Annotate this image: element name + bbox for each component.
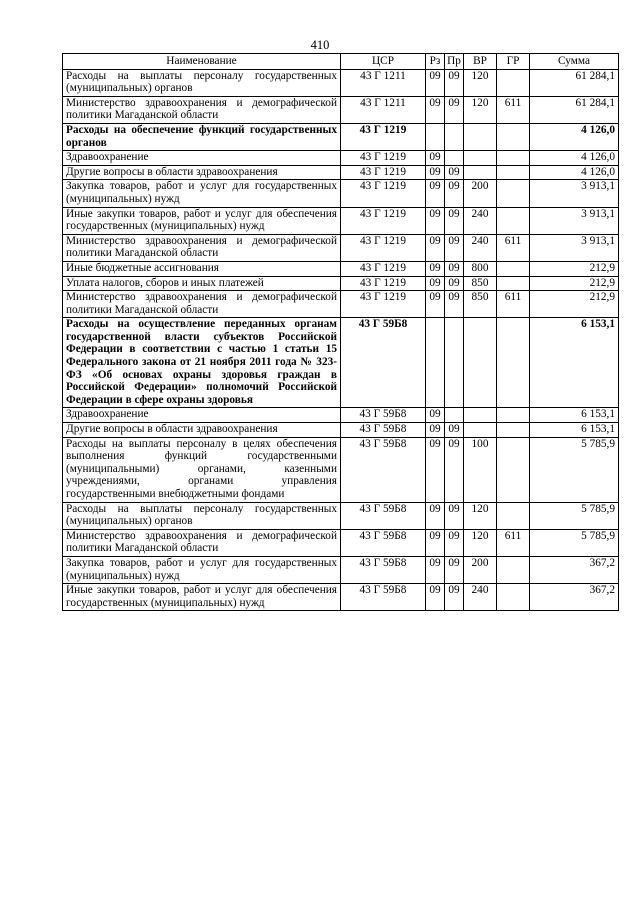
table-row — [63, 276, 619, 291]
cell-csr: 43 Г 1219 — [341, 165, 426, 180]
cell-vr: 240 — [464, 234, 497, 261]
cell-csr: 43 Г 59Б8 — [341, 318, 426, 408]
cell-vr: 240 — [464, 207, 497, 234]
cell-vr: 850 — [464, 276, 497, 291]
cell-name: Расходы на выплаты персоналу в целях обеспечения выполнения функций государственными (муниципальными) органами, казенными учреждениями, органами управления государственными внебюджетными фондами — [63, 437, 341, 502]
cell-pr: 09 — [445, 584, 464, 611]
cell-csr: 43 Г 1211 — [341, 96, 426, 123]
cell-vr: 120 — [464, 96, 497, 123]
cell-csr: 43 Г 1219 — [341, 207, 426, 234]
budget-table — [62, 53, 619, 611]
cell-sum: 4 126,0 — [530, 123, 619, 150]
table-row — [63, 261, 619, 276]
cell-gr — [497, 408, 530, 423]
cell-name: Расходы на обеспечение функций государственных органов — [63, 123, 341, 150]
column-header-sum: Сумма — [530, 54, 619, 70]
cell-rz — [426, 318, 445, 408]
cell-csr: 43 Г 59Б8 — [341, 423, 426, 438]
column-header-pr: Пр — [445, 54, 464, 70]
cell-gr — [497, 502, 530, 529]
cell-csr: 43 Г 59Б8 — [341, 408, 426, 423]
cell-name: Министерство здравоохранения и демографической политики Магаданской области — [63, 96, 341, 123]
cell-vr — [464, 165, 497, 180]
cell-name: Закупка товаров, работ и услуг для государственных (муниципальных) нужд — [63, 556, 341, 583]
cell-gr — [497, 437, 530, 502]
cell-rz: 09 — [426, 437, 445, 502]
cell-csr: 43 Г 1211 — [341, 69, 426, 96]
cell-sum: 61 284,1 — [530, 69, 619, 96]
cell-gr: 611 — [497, 234, 530, 261]
column-header-name: Наименование — [63, 54, 341, 70]
table-row — [63, 423, 619, 438]
cell-csr: 43 Г 1219 — [341, 180, 426, 207]
cell-vr — [464, 423, 497, 438]
cell-sum: 212,9 — [530, 261, 619, 276]
cell-csr: 43 Г 1219 — [341, 291, 426, 318]
cell-name: Другие вопросы в области здравоохранения — [63, 423, 341, 438]
cell-sum: 3 913,1 — [530, 234, 619, 261]
cell-rz: 09 — [426, 502, 445, 529]
cell-vr: 200 — [464, 556, 497, 583]
cell-sum: 4 126,0 — [530, 165, 619, 180]
column-header-gr: ГР — [497, 54, 530, 70]
cell-rz: 09 — [426, 408, 445, 423]
cell-pr — [445, 151, 464, 166]
table-row — [63, 234, 619, 261]
cell-csr: 43 Г 1219 — [341, 261, 426, 276]
table-row — [63, 165, 619, 180]
cell-vr: 120 — [464, 529, 497, 556]
cell-vr: 800 — [464, 261, 497, 276]
cell-name: Министерство здравоохранения и демографической политики Магаданской области — [63, 291, 341, 318]
cell-vr — [464, 123, 497, 150]
cell-vr — [464, 151, 497, 166]
column-header-rz: Рз — [426, 54, 445, 70]
cell-vr: 120 — [464, 69, 497, 96]
cell-gr — [497, 180, 530, 207]
cell-rz: 09 — [426, 69, 445, 96]
cell-name: Расходы на выплаты персоналу государственных (муниципальных) органов — [63, 69, 341, 96]
cell-csr: 43 Г 59Б8 — [341, 437, 426, 502]
cell-rz: 09 — [426, 234, 445, 261]
cell-pr: 09 — [445, 291, 464, 318]
table-body — [63, 69, 619, 611]
cell-sum: 5 785,9 — [530, 502, 619, 529]
cell-gr — [497, 123, 530, 150]
cell-sum: 5 785,9 — [530, 437, 619, 502]
cell-pr — [445, 318, 464, 408]
table-row — [63, 123, 619, 150]
cell-rz: 09 — [426, 96, 445, 123]
cell-name: Расходы на выплаты персоналу государственных (муниципальных) органов — [63, 502, 341, 529]
cell-rz: 09 — [426, 165, 445, 180]
cell-sum: 367,2 — [530, 556, 619, 583]
cell-gr — [497, 423, 530, 438]
cell-csr: 43 Г 1219 — [341, 234, 426, 261]
cell-sum: 3 913,1 — [530, 207, 619, 234]
cell-vr — [464, 318, 497, 408]
cell-rz: 09 — [426, 207, 445, 234]
cell-pr: 09 — [445, 276, 464, 291]
table-row — [63, 151, 619, 166]
cell-rz: 09 — [426, 291, 445, 318]
cell-gr — [497, 276, 530, 291]
table-row — [63, 556, 619, 583]
cell-pr: 09 — [445, 69, 464, 96]
cell-name: Иные закупки товаров, работ и услуг для обеспечения государственных (муниципальных) нужд — [63, 207, 341, 234]
cell-name: Здравоохранение — [63, 151, 341, 166]
cell-pr: 09 — [445, 165, 464, 180]
cell-sum: 3 913,1 — [530, 180, 619, 207]
cell-name: Иные закупки товаров, работ и услуг для обеспечения государственных (муниципальных) нужд — [63, 584, 341, 611]
table-row — [63, 408, 619, 423]
cell-gr — [497, 207, 530, 234]
cell-csr: 43 Г 1219 — [341, 151, 426, 166]
cell-gr — [497, 261, 530, 276]
cell-pr: 09 — [445, 529, 464, 556]
cell-pr — [445, 408, 464, 423]
cell-rz: 09 — [426, 151, 445, 166]
cell-name: Другие вопросы в области здравоохранения — [63, 165, 341, 180]
cell-sum: 61 284,1 — [530, 96, 619, 123]
cell-sum: 212,9 — [530, 291, 619, 318]
cell-gr — [497, 584, 530, 611]
cell-sum: 6 153,1 — [530, 423, 619, 438]
cell-rz: 09 — [426, 261, 445, 276]
column-header-vr: ВР — [464, 54, 497, 70]
cell-rz: 09 — [426, 556, 445, 583]
cell-rz — [426, 123, 445, 150]
cell-pr: 09 — [445, 207, 464, 234]
cell-csr: 43 Г 1219 — [341, 123, 426, 150]
cell-pr: 09 — [445, 96, 464, 123]
cell-vr: 240 — [464, 584, 497, 611]
table-row — [63, 180, 619, 207]
cell-csr: 43 Г 59Б8 — [341, 529, 426, 556]
cell-pr: 09 — [445, 502, 464, 529]
table-header-row — [63, 54, 619, 70]
cell-name: Закупка товаров, работ и услуг для государственных (муниципальных) нужд — [63, 180, 341, 207]
table-row — [63, 291, 619, 318]
cell-csr: 43 Г 59Б8 — [341, 556, 426, 583]
table-row — [63, 318, 619, 408]
cell-gr — [497, 165, 530, 180]
cell-name: Министерство здравоохранения и демографической политики Магаданской области — [63, 529, 341, 556]
cell-pr: 09 — [445, 423, 464, 438]
cell-sum: 5 785,9 — [530, 529, 619, 556]
cell-gr: 611 — [497, 96, 530, 123]
cell-rz: 09 — [426, 529, 445, 556]
cell-sum: 212,9 — [530, 276, 619, 291]
cell-sum: 6 153,1 — [530, 408, 619, 423]
cell-name: Иные бюджетные ассигнования — [63, 261, 341, 276]
cell-vr: 850 — [464, 291, 497, 318]
cell-vr — [464, 408, 497, 423]
cell-pr: 09 — [445, 437, 464, 502]
cell-pr: 09 — [445, 234, 464, 261]
cell-sum: 367,2 — [530, 584, 619, 611]
table-row — [63, 69, 619, 96]
cell-gr: 611 — [497, 291, 530, 318]
cell-rz: 09 — [426, 584, 445, 611]
cell-name: Министерство здравоохранения и демографической политики Магаданской области — [63, 234, 341, 261]
table-row — [63, 502, 619, 529]
cell-rz: 09 — [426, 180, 445, 207]
cell-pr: 09 — [445, 556, 464, 583]
cell-vr: 120 — [464, 502, 497, 529]
cell-gr — [497, 318, 530, 408]
cell-csr: 43 Г 59Б8 — [341, 502, 426, 529]
table-row — [63, 437, 619, 502]
cell-sum: 6 153,1 — [530, 318, 619, 408]
cell-pr: 09 — [445, 180, 464, 207]
cell-csr: 43 Г 59Б8 — [341, 584, 426, 611]
cell-rz: 09 — [426, 423, 445, 438]
column-header-csr: ЦСР — [341, 54, 426, 70]
cell-name: Уплата налогов, сборов и иных платежей — [63, 276, 341, 291]
page-number: 410 — [310, 38, 330, 52]
cell-pr — [445, 123, 464, 150]
table-row — [63, 584, 619, 611]
table-row — [63, 207, 619, 234]
cell-gr: 611 — [497, 529, 530, 556]
table-row — [63, 529, 619, 556]
cell-vr: 200 — [464, 180, 497, 207]
cell-gr — [497, 151, 530, 166]
cell-sum: 4 126,0 — [530, 151, 619, 166]
cell-vr: 100 — [464, 437, 497, 502]
cell-name: Расходы на осуществление переданных органам государственной власти субъектов Российской Федерации в соответствии с частью 1 статьи 15 Федерального закона от 21 ноября 2011 года № 323-ФЗ «Об основах охраны здоровья граждан в Российской Федерации» полномочий Российской Федерации в сфере охраны здоровья — [63, 318, 341, 408]
cell-gr — [497, 69, 530, 96]
cell-csr: 43 Г 1219 — [341, 276, 426, 291]
cell-rz: 09 — [426, 276, 445, 291]
cell-name: Здравоохранение — [63, 408, 341, 423]
table-row — [63, 96, 619, 123]
cell-pr: 09 — [445, 261, 464, 276]
cell-gr — [497, 556, 530, 583]
